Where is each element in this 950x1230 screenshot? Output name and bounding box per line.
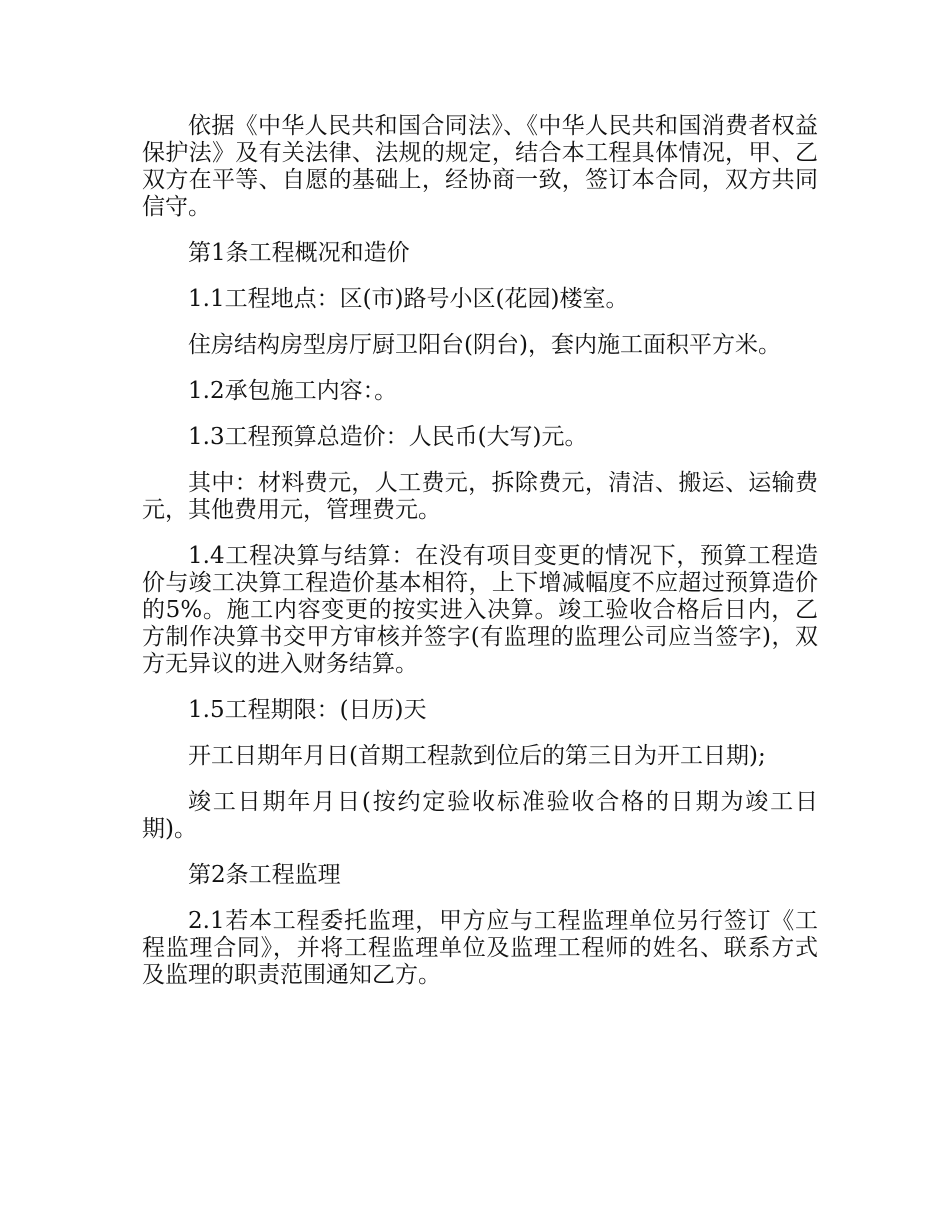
paragraph-1-5-duration: 1.5工程期限：(日历)天 — [188, 697, 427, 723]
paragraph-cost-breakdown: 其中：材料费元，人工费元，拆除费元，清洁、搬运、运输费元，其他费用元，管理费元。 — [142, 470, 818, 523]
paragraph-1-4-settlement: 1.4工程决算与结算：在没有项目变更的情况下，预算工程造价与竣工决算工程造价基本相符，上下增减幅度不应超过预算造价的5%。施工内容变更的按实进入决算。竣工验收合格后日内，乙方制作决算书交甲方审核并签字(有监理的监理公司应当签字)，双方无异议的进入财务结算。 — [142, 543, 818, 677]
paragraph-1-2-scope: 1.2承包施工内容：。 — [188, 378, 398, 404]
paragraph-start-date: 开工日期年月日(首期工程款到位后的第三日为开工日期); — [188, 743, 766, 769]
paragraph-1-3-budget: 1.3工程预算总造价：人民币(大写)元。 — [188, 424, 588, 450]
paragraph-completion-date: 竣工日期年月日(按约定验收标准验收合格的日期为竣工日期)。 — [142, 789, 818, 842]
paragraph-1-1-location: 1.1工程地点：区(市)路号小区(花园)楼室。 — [188, 286, 629, 312]
paragraph-article-2-heading: 第2条工程监理 — [188, 862, 341, 888]
paragraph-2-1-supervision: 2.1若本工程委托监理，甲方应与工程监理单位另行签订《工程监理合同》，并将工程监理单位及监理工程师的姓名、联系方式及监理的职责范围通知乙方。 — [142, 908, 818, 988]
paragraph-housing-structure: 住房结构房型房厅厨卫阳台(阴台)，套内施工面积平方米。 — [188, 332, 781, 358]
paragraph-article-1-heading: 第1条工程概况和造价 — [188, 240, 410, 266]
document-page — [142, 113, 818, 1008]
paragraph-preamble: 依据《中华人民共和国合同法》、《中华人民共和国消费者权益保护法》及有关法律、法规的规定，结合本工程具体情况，甲、乙双方在平等、自愿的基础上，经协商一致，签订本合同，双方共同信守。 — [142, 113, 818, 220]
